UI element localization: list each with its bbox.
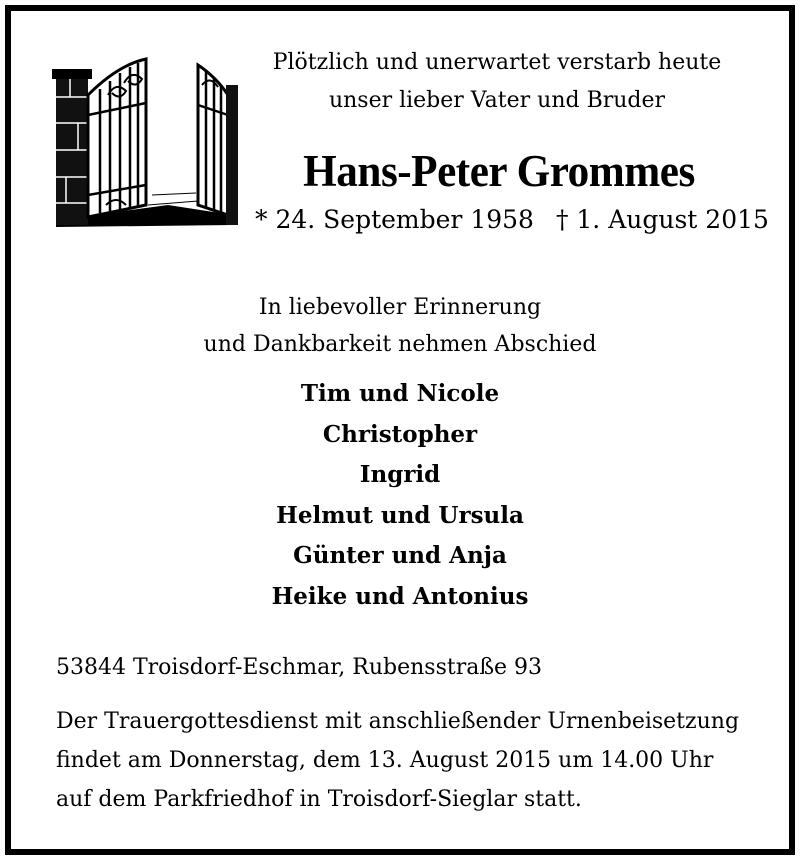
- mourner-name: Ingrid: [359, 461, 441, 488]
- memory-line: und Dankbarkeit nehmen Abschied: [203, 332, 597, 357]
- service-info: [56, 702, 776, 819]
- mourner-name: Heike und Antonius: [271, 582, 529, 610]
- deceased-name-text: Hans-Peter Grommes: [303, 146, 695, 196]
- service-line: auf dem Parkfriedhof in Troisdorf-Sieglar statt.: [56, 787, 582, 812]
- service-line: findet am Donnerstag, dem 13. August 2015 um 14.00 Uhr: [56, 748, 714, 773]
- life-dates: [255, 205, 769, 234]
- mourner-name: Tim und Nicole: [300, 380, 500, 407]
- intro-text: [252, 44, 742, 120]
- open-gate-icon: [48, 55, 238, 230]
- mourners-list: [150, 374, 650, 617]
- service-line: Der Trauergottesdienst mit anschließender Urnenbeisetzung: [56, 709, 740, 734]
- mourner-name: Christopher: [322, 420, 478, 448]
- memory-text: [150, 289, 650, 363]
- address-text: 53844 Troisdorf-Eschmar, Rubensstraße 93: [56, 655, 543, 680]
- intro-line: Plötzlich und unerwartet verstarb heute: [272, 50, 722, 75]
- death-date: † 1. August 2015: [555, 205, 769, 234]
- birth-date: * 24. September 1958: [255, 205, 534, 234]
- intro-line: unser lieber Vater und Bruder: [328, 88, 666, 113]
- mourner-name: Helmut und Ursula: [276, 501, 524, 529]
- mourner-name: Günter und Anja: [293, 542, 507, 569]
- deceased-name: [240, 145, 758, 197]
- memory-line: In liebevoller Erinnerung: [258, 295, 542, 320]
